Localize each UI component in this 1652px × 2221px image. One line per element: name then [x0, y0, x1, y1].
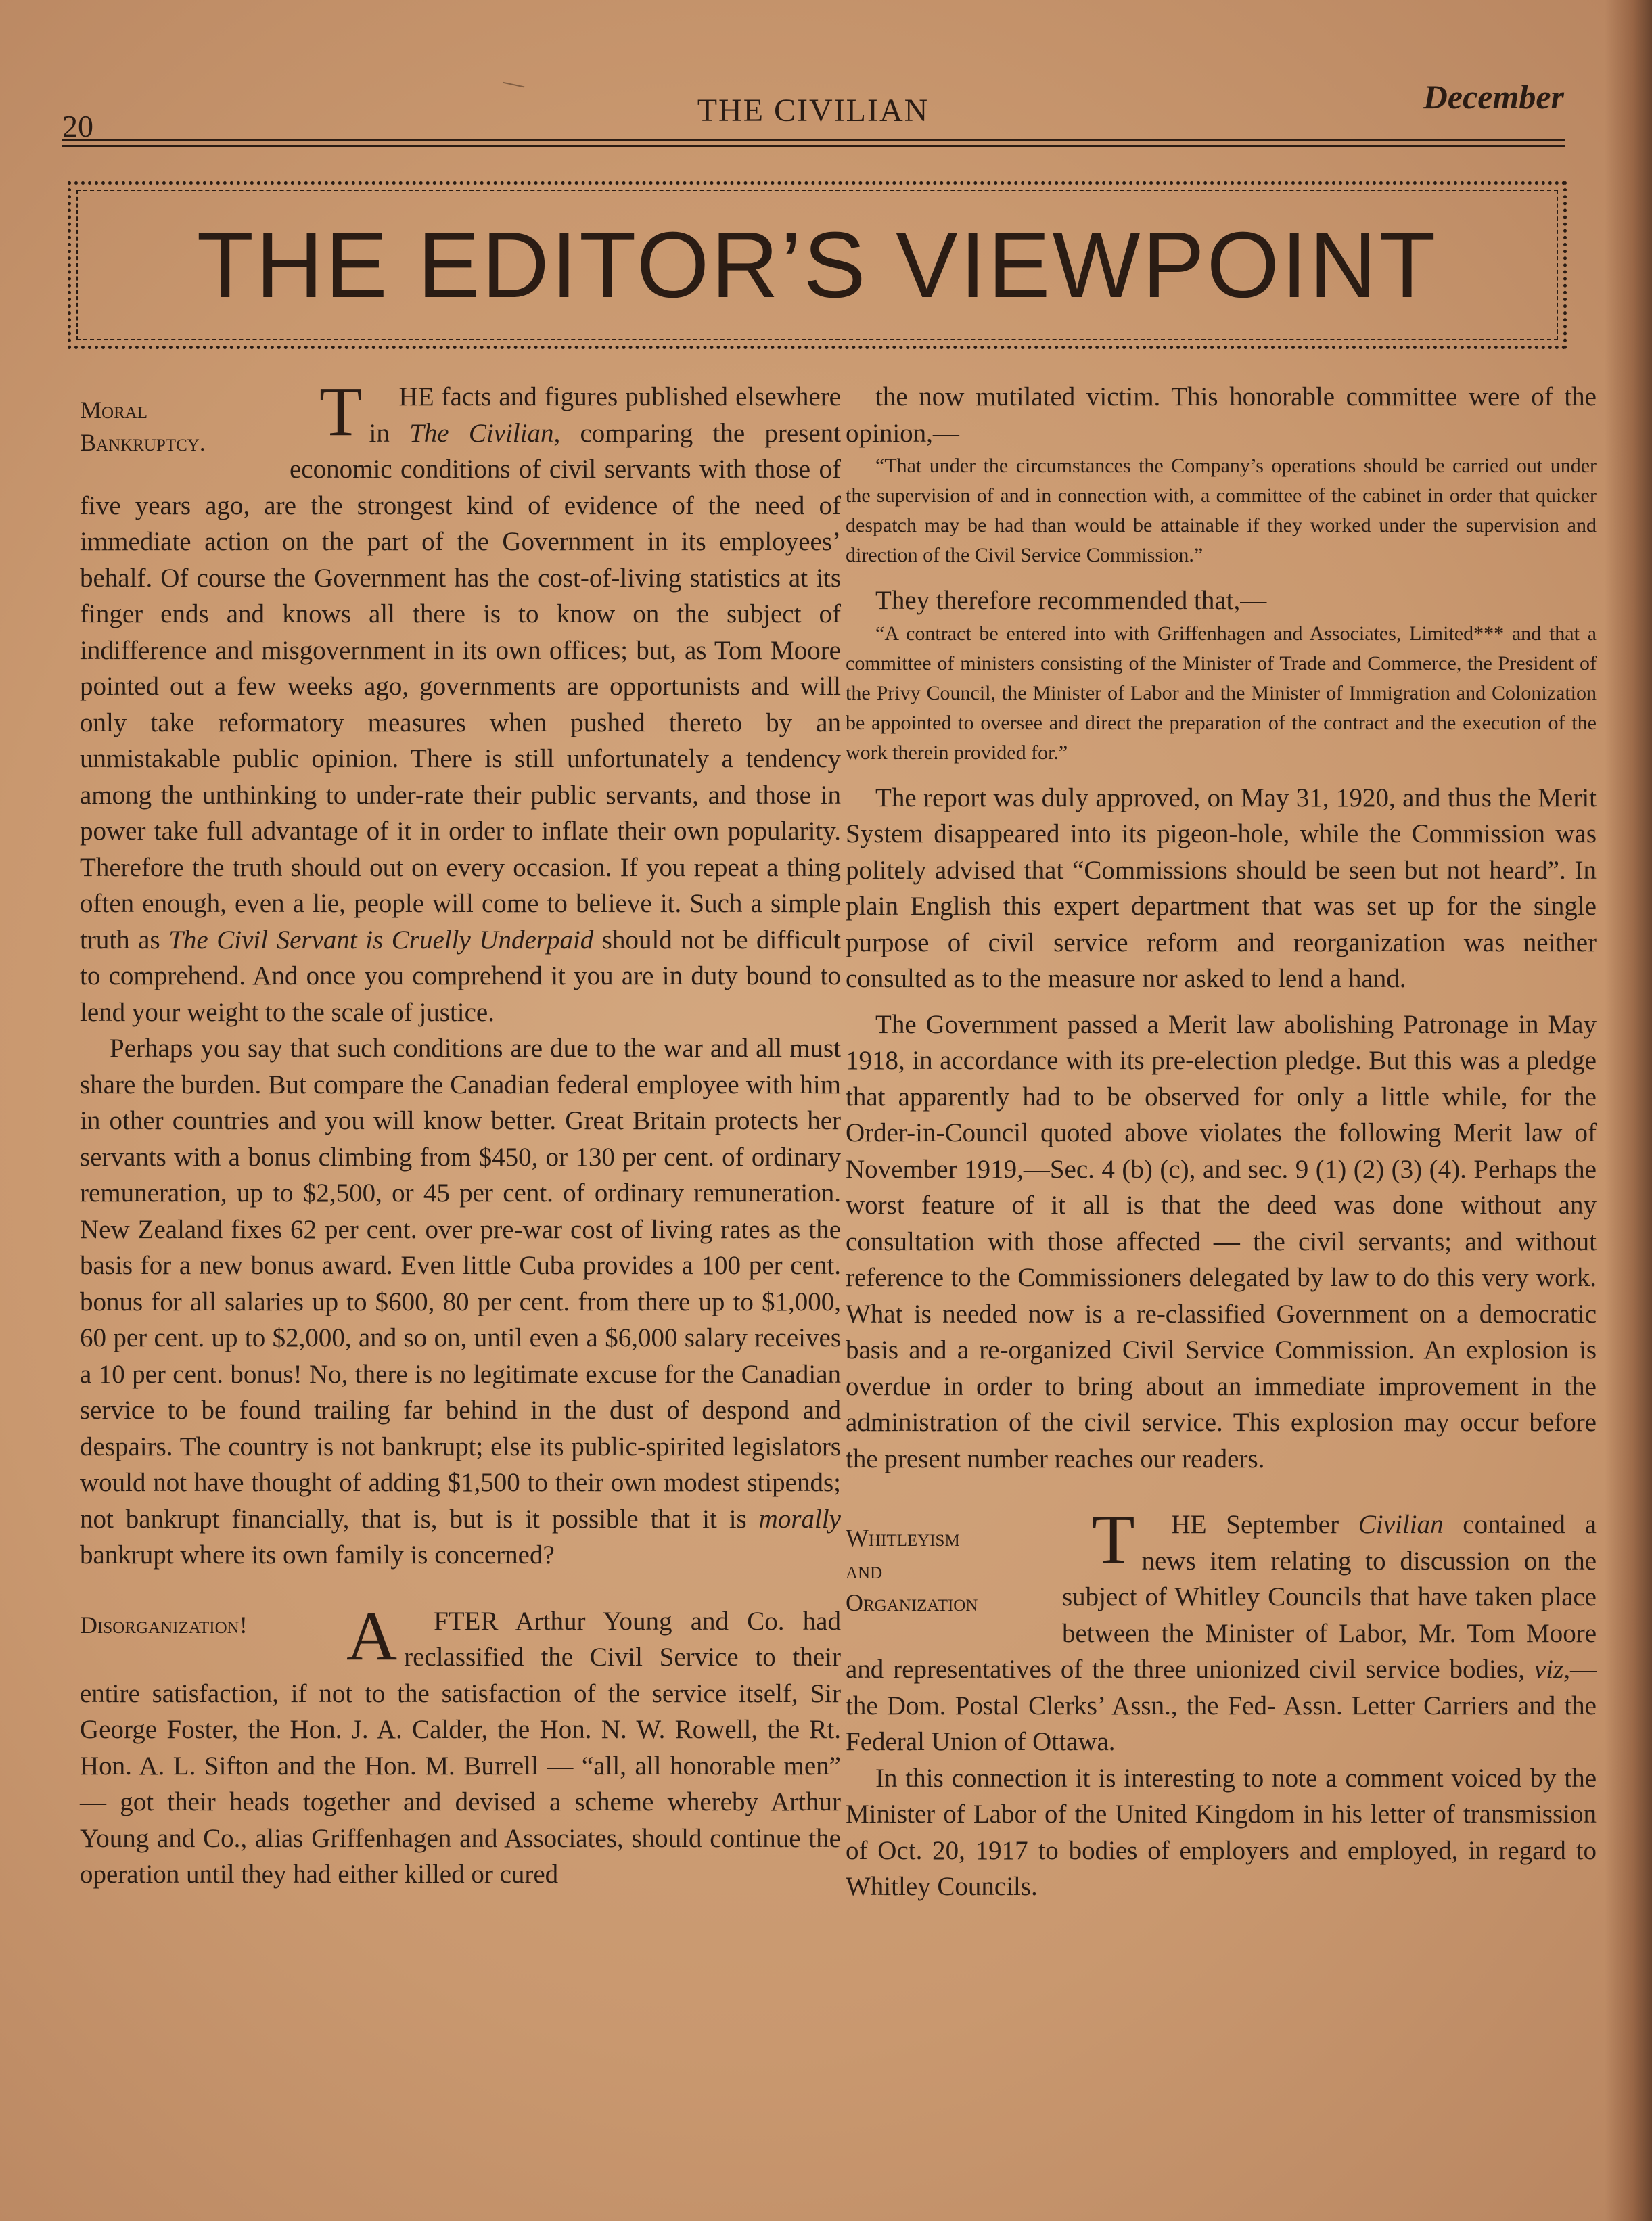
- article-paragraph: [80, 1030, 841, 1574]
- issue-month: December: [1423, 78, 1564, 116]
- drop-cap: A: [346, 1597, 398, 1675]
- paragraph-text: Perhaps you say that such conditions are due to the war and all must share the burden. But compare the Canadian federal employee with him in other countries and you will know better. Great Britain protects her servants with a bonus climbing from $450, or 130 per cent. of ordinary remuneration, up to $2,500, or 45 per cent. of ordinary remuneration. New Zealand fixes 62 per cent. over pre-war cost of living rates as the basis for a new bonus award. Even little Cuba provides a 100 per cent. bonus for all salaries up to $600, 80 per cent. from there up to $1,000, 60 per cent. up to $2,000, and so on, until even a $6,000 salary receives a 10 per cent. bonus! No, there is no legitimate excuse for the Canadian service to be found trailing far behind in the dust of despond and despairs. The country is not bankrupt; else its public-spirited legislators would not have thought of adding $1,500 to their own modest stipends; not bankrupt financially, that is, but is it possible that it is: [80, 1034, 841, 1534]
- block-quote: “That under the circumstances the Company’s operations should be carried out under the supervision of and in connection with, a committee of the cabinet in order that quicker despatch may be had than would be attainable if they worked under the supervision and direction of the Civil Service Commission.”: [846, 455, 1597, 566]
- banner-title: THE EDITOR’S VIEWPOINT: [196, 212, 1438, 317]
- side-heading-line: Whitleyism: [846, 1524, 960, 1551]
- paragraph-text: bankrupt where its own family is concerned?: [80, 1540, 555, 1570]
- article-paragraph: They therefore recommended that,—: [875, 586, 1267, 615]
- right-column: [846, 379, 1597, 1905]
- article-paragraph: In this connection it is interesting to note a comment voiced by the Minister of Labor of the United Kingdom in his letter of transmission of Oct. 20, 1917 to bodies of employers and employed, in regard to Whitley Councils.: [846, 1763, 1597, 1901]
- paragraph-text: HE facts and figures published elsewhere in: [369, 382, 841, 448]
- emphasis-text: The Civil Servant is Cruelly Underpaid: [168, 925, 594, 955]
- paragraph-text: FTER Arthur Young and Co. had reclassified the Civil Service to their entire satisfaction, if not to the satisfaction of the service itself, Sir George Foster, the Hon. J. A. Calder, the Hon. N. W. Rowell, the Rt. Hon. A. L. Sifton and the Hon. M. Burrell — “all, all honorable men” — got their heads together and devised a scheme whereby Arthur Young and Co., alias Griffenhagen and Associates, should continue the operation until they had either killed or cured: [80, 1606, 841, 1889]
- running-title: THE CIVILIAN: [697, 93, 930, 129]
- side-heading-disorganization: Disorganization!: [80, 1611, 248, 1639]
- article-paragraph: the now mutilated victim. This honorable committee were of the opinion,—: [846, 382, 1597, 448]
- article-paragraph: [80, 373, 842, 1030]
- header-rule-top: [62, 139, 1565, 141]
- header-rule-bottom: [62, 145, 1565, 147]
- drop-cap: T: [1092, 1501, 1135, 1578]
- paragraph-text: —the Dom. Postal Clerks’ Assn., the Fed- Assn. Letter Carriers and the Federal Union of Ottawa.: [846, 1655, 1597, 1756]
- side-heading-line: Bankruptcy.: [80, 429, 206, 456]
- side-heading-moral-bankruptcy: [80, 394, 276, 459]
- paragraph-text: should not be difficult to comprehend. And once you comprehend it you are in duty bound to lend your weight to the scale of justice.: [80, 925, 841, 1027]
- article-paragraph: The Government passed a Merit law abolishing Patronage in May 1918, in accordance with its pre-election pledge. But this was a pledge that apparently had to be observed for only a little while, for the Order-in-Council quoted above violates the following Merit law of November 1919,—Sec. 4 (b) (c), and sec. 9 (1) (2) (3) (4). Perhaps the worst feature of it all is that the deed was done without any consultation with those affected — the civil servants; and without reference to the Commissioners delegated by law to do this very work. What is needed now is a re-classified Government on a democratic basis and a re-organized Civil Service Commission. An explosion is overdue in order to bring about an immediate improvement in the administration of the civil service. This explosion may occur before the present number reaches our readers.: [846, 1009, 1597, 1473]
- drop-cap: T: [319, 373, 363, 451]
- publication-title: Civilian: [1358, 1510, 1444, 1539]
- article-paragraph: [80, 1597, 841, 1893]
- section-banner: [68, 181, 1567, 349]
- article-paragraph: The report was duly approved, on May 31, 1920, and thus the Merit System disappeared into its pigeon-hole, while the Commission was politely advised that “Commissions should be seen but not heard”. In plain English this expert department that was set up for the single purpose of civil service reform and reorganization was neither consulted as to the measure nor asked to lend a hand.: [846, 783, 1597, 993]
- side-heading-line: Moral: [80, 396, 148, 423]
- emphasis-text: morally: [758, 1504, 841, 1534]
- page-number: 20: [62, 109, 93, 143]
- side-heading-whitleyism: [846, 1521, 1049, 1619]
- side-heading-line: Organization: [846, 1589, 978, 1616]
- page-header: [62, 74, 1564, 143]
- paragraph-text: HE September: [1171, 1510, 1358, 1539]
- publication-title: The Civilian,: [409, 418, 561, 448]
- side-heading-line: and: [846, 1557, 883, 1584]
- block-quote: “A contract be entered into with Griffenhagen and Associates, Limited*** and that a committee of ministers consisting of the Minister of Trade and Commerce, the President of the Privy Council, the Minister of Labor and the Minister of Immigration and Colonization be appointed to oversee and direct the preparation of the contract and the execution of the work therein provided for.”: [846, 622, 1597, 764]
- paragraph-text: comparing the present economic conditions of civil servants with those of five years ago, are the strongest kind of evidence of the need of immediate action on the part of the Government in its employees’ behalf. Of course the Government has the cost-of-living statistics at its finger ends and knows all there is to know on the subject of indifference and misgovernment in its own offices; but, as Tom Moore pointed out a few weeks ago, governments are opportunists and will only take reformatory measures when pushed thereto by an unmistakable public opinion. There is still unfortunately a tendency among the unthinking to under-rate their public servants, and those in power take full advantage of it in order to inflate their own popularity. Therefore the truth should out on every occasion. If you repeat a thing often enough, even a lie, people will come to believe it. Such a simple truth as: [80, 418, 842, 955]
- page-edge-shadow: [1605, 0, 1652, 2221]
- paragraph-text: contained a news item relating to discussion on the subject of Whitley Councils that have taken place between the Minister of Labor, Mr. Tom Moore and representatives of the three unionized civil service bodies,: [846, 1510, 1597, 1684]
- emphasis-text: viz,: [1534, 1655, 1570, 1684]
- left-column: [80, 373, 842, 1893]
